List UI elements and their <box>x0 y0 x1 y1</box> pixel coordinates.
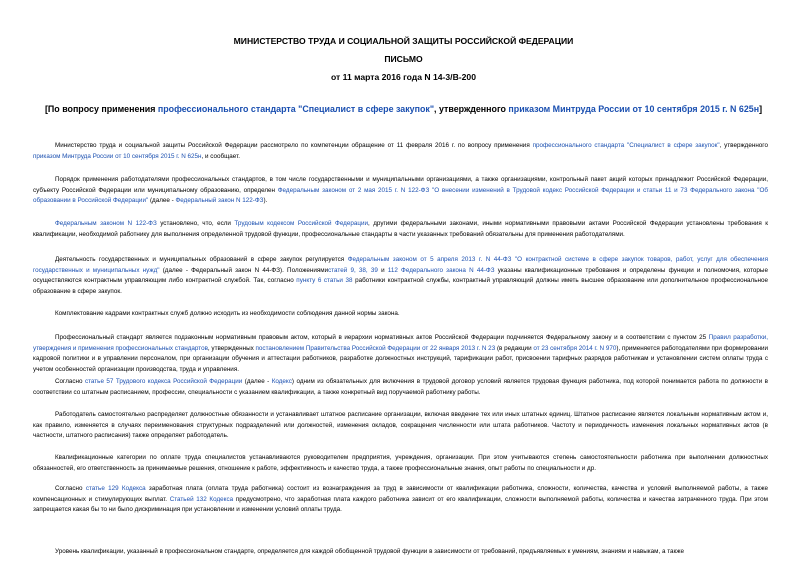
link-code-article-129[interactable]: статье 129 Кодекса <box>85 485 146 492</box>
paragraph-text: Квалификационные категории по оплате труда специалистов устанавливаются руководителем предприятия, учреждения, организации. При этом учитываются степень самостоятельности работника при выполнении должностных обязанностей, его ответственность за принимаемые решения, отношение к работе, эффективность и качество труда, а также профессиональные знания, опыт работы по специальности и др. <box>33 454 768 472</box>
link-federal-law-122[interactable]: Федеральным законом от 2 мая 2015 г. N 122-ФЗ "О внесении изменений в Трудовой кодекс Российской Федерации и статьи 11 и 73 Федерального закона "Об образовании в Российской Федерации" <box>33 186 768 204</box>
paragraph-text: заработная плата (оплата труда работника) состоит из вознаграждения за труд в зависимости от квалификации работника, сложности, количества, качества и условий выполняемой работы, а также компенсационных и стимулирующих выплат. <box>33 485 768 503</box>
link-labor-code[interactable]: Трудовым кодексом Российской Федерации <box>234 220 368 227</box>
link-resolution-970[interactable]: от 23 сентября 2014 г. N 970 <box>533 344 617 352</box>
subject-link-order[interactable]: приказом Минтруда России от 10 сентября 2015 г. N 625н <box>508 104 760 114</box>
paragraph-text: (в редакции <box>495 344 534 352</box>
paragraph-9 <box>33 453 768 474</box>
subject-text: [По вопросу применения <box>44 104 158 114</box>
paragraph-1 <box>33 141 768 162</box>
link-order-625n[interactable]: приказом Минтруда России от 10 сентября 2015 г. N 625н <box>33 152 202 160</box>
paragraph-text: , и сообщает. <box>201 152 241 160</box>
link-labor-code-article-57[interactable]: статье 57 Трудового кодекса Российской Федерации <box>84 378 243 385</box>
link-standards-rules[interactable]: Правил разработки, утверждения и применения профессиональных стандартов <box>33 334 768 352</box>
link-code[interactable]: Кодекс <box>271 378 292 385</box>
paragraph-2 <box>33 175 768 207</box>
document-date-number: от 11 марта 2016 года N 14-3/В-200 <box>331 72 476 82</box>
paragraph-text: установлено, что, если <box>156 220 235 227</box>
paragraph-text: Согласно <box>55 378 85 385</box>
paragraph-text: ), применяется работодателями при формировании кадровой политики и в управлении персоналом, при организации обучения и аттестации работников, разработке должностных инструкций, тарификации работ, присвоении тарифных разрядов работникам и установлении систем оплаты труда с учетом особенностей организации производства, труда и управления. <box>33 344 768 373</box>
link-articles-9-38-39[interactable]: статей 9, 38, 39 <box>328 266 378 274</box>
paragraph-5 <box>33 309 768 320</box>
paragraph-text: (далее - <box>148 197 176 204</box>
paragraph-text: Согласно <box>55 485 86 492</box>
link-federal-law-44[interactable]: Федеральным законом от 5 апреля 2013 г. N 44-ФЗ "О контрактной системе в сфере закупок товаров, работ, услуг для обеспечения государственных и муниципальных нужд" <box>33 256 768 274</box>
link-federal-law-122-short[interactable]: Федеральным законом N 122-ФЗ <box>55 220 157 227</box>
paragraph-text: , утвержденных <box>207 344 256 352</box>
document-subject <box>0 104 807 115</box>
paragraph-text: ). <box>263 197 268 204</box>
paragraph-6 <box>33 333 768 375</box>
paragraph-text: Работодатель самостоятельно распределяет должностные обязанности и устанавливает штатное расписание организации, включая введение тех или иных штатных единиц. Штатное расписание является локальным нормативным актом и, как правило, изменяется в случаях переименования структурных подразделений или должностей, изменения окладов, сокращения численности или штата работников. Частоту и периодичность изменения локальных нормативных актов (в частности, штатного расписания) также определяет работодатель. <box>33 411 768 439</box>
paragraph-4 <box>33 255 768 297</box>
paragraph-text: Комплектование кадрами контрактных служб должно исходить из необходимости соблюдения данной нормы закона. <box>55 310 400 317</box>
link-professional-standard[interactable]: профессионального стандарта "Специалист в сфере закупок" <box>532 142 720 149</box>
subject-text: ] <box>759 104 763 114</box>
paragraph-text: предусмотрено, что заработная плата каждого работника зависит от его квалификации, сложности выполняемой работы, количества и качества затраченного труда. При этом запрещается какая бы то ни было дискриминация при установлении и изменении условий оплаты труда. <box>33 495 768 513</box>
link-article-38-point-6[interactable]: пункту 6 статьи 38 <box>296 277 353 284</box>
subject-link-professional-standard[interactable]: профессионального стандарта "Специалист в сфере закупок" <box>157 104 435 114</box>
subject-text: , утвержденного <box>434 104 509 114</box>
paragraph-text: работники контрактной службы, контрактный управляющий должны иметь высшее образование или дополнительное профессиональное образование в сфере закупок. <box>33 277 768 295</box>
paragraph-text: Уровень квалификации, указанный в профессиональном стандарте, определяется для каждой обобщенной трудовой функции в зависимости от требований, предъявляемых к умениям, знаниям и навыкам, а также <box>55 548 684 555</box>
link-federal-law-122-short[interactable]: Федеральный закон N 122-ФЗ <box>175 197 264 204</box>
paragraph-text: (далее - Федеральный закон N 44-ФЗ). Положениями <box>159 266 329 274</box>
paragraph-text: , утвержденного <box>719 142 768 149</box>
paragraph-7 <box>33 377 768 398</box>
link-government-resolution-23[interactable]: постановлением Правительства Российской Федерации от 22 января 2013 г. N 23 <box>255 344 496 352</box>
paragraph-text: Деятельность государственных и муниципальных образований в сфере закупок регулируется <box>55 256 348 263</box>
ministry-title: МИНИСТЕРСТВО ТРУДА И СОЦИАЛЬНОЙ ЗАЩИТЫ РОССИЙСКОЙ ФЕДЕРАЦИИ <box>233 36 574 46</box>
paragraph-8 <box>33 410 768 442</box>
paragraph-text: и <box>377 266 388 274</box>
paragraph-11 <box>33 547 768 558</box>
document-type: ПИСЬМО <box>384 54 423 64</box>
paragraph-text: Профессиональный стандарт является подзаконным нормативным правовым актом, который в иерархии нормативных актов Российской Федерации подчиняется Федеральному закону и в соответствии с пунктом 25 <box>55 334 709 341</box>
paragraph-10 <box>33 484 768 516</box>
link-code-article-132[interactable]: Статьей 132 Кодекса <box>169 495 234 503</box>
paragraph-text: указаны квалификационные требования и определены функции и полномочия, которые осуществляются контрактным управляющим либо контрактной службой. Так, согласно <box>33 266 768 284</box>
paragraph-text: Порядок применения работодателями профессиональных стандартов, в том числе государственными и муниципальными организациями, а также организациями, контрольный пакет акций которых принадлежит Российской Федерации, субъекту Российской Федерации или муниципальному образованию, определен <box>33 176 768 194</box>
paragraph-text: (далее - <box>242 378 272 385</box>
paragraph-text: , другими федеральными законами, иными нормативными правовыми актами Российской Федерации установлены требования к квалификации, необходимой работнику для выполнения определенной трудовой функции, профессиональные стандарты в части указанных требований обязательны для применения работодателями. <box>33 220 768 238</box>
paragraph-3 <box>33 219 768 240</box>
paragraph-text: ) одним из обязательных для включения в трудовой договор условий является трудовая функция работника, под которой понимается работа по должности в соответствии со штатным расписанием, профессии, специальности с указанием квалификации, а также конкретный вид поручаемой работнику работы. <box>33 378 769 396</box>
link-article-112-law-44[interactable]: 112 Федерального закона N 44-ФЗ <box>387 266 495 274</box>
paragraph-text: Министерство труда и социальной защиты Российской Федерации рассмотрело по компетенции обращение от 11 февраля 2016 г. по вопросу применения <box>55 142 533 149</box>
